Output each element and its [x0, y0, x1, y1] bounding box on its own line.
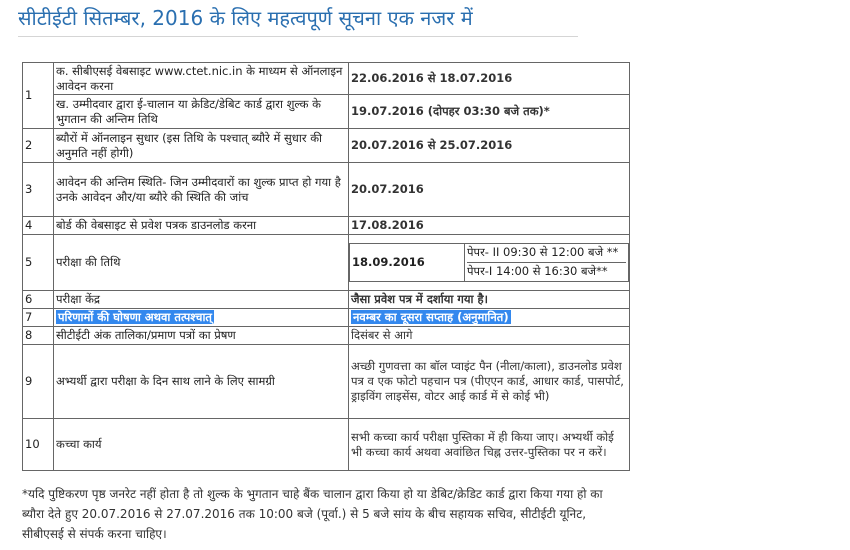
row-number: 9: [23, 345, 54, 419]
schedule-table: [22, 62, 630, 471]
table-row: [23, 129, 630, 163]
table-row: [23, 345, 630, 419]
selected-text: नवम्बर का दूसरा सप्ताह (अनुमानित): [353, 310, 509, 324]
row-number: 6: [23, 291, 54, 309]
row-value: 19.07.2016 (दोपहर 03:30 बजे तक)*: [349, 95, 630, 129]
row-number: 4: [23, 217, 54, 235]
row-number: 3: [23, 163, 54, 217]
row-number: 8: [23, 327, 54, 345]
table-row: [23, 63, 630, 95]
row-number: 2: [23, 129, 54, 163]
row-value: अच्छी गुणवत्ता का बॉल प्वाइंट पैन (नीला/काला), डाउनलोड प्रवेश पत्र व एक फोटो पहचान पत्र (पीएएन कार्ड, आधार कार्ड, पासपोर्ट, ड्राइविंग लाइसेंस, वोटर आई कार्ड में से कोई भी): [349, 345, 630, 419]
row-description: कच्चा कार्य: [54, 419, 349, 471]
row-description: परीक्षा केंद्र: [54, 291, 349, 309]
row-description: आवेदन की अन्तिम स्थिति- जिन उम्मीदवारों का शुल्क प्राप्त हो गया है उनके आवेदन और/या ब्यौरे की स्थिति की जांच: [54, 163, 349, 217]
footnote: *यदि पुष्टिकरण पृष्ठ जनरेट नहीं होता है तो शुल्क के भुगतान चाहे बैंक चालान द्वारा किया हो या डेबिट/क्रेडिट कार्ड द्वारा किया गया हो का ब्यौरा देते हुए 20.07.2016 से 27.07.2016 तक 10:00 बजे (पूर्वा.) से 5 बजे सांय के बीच सहायक सचिव, सीटीईटी यूनिट, सीबीएसई से संपर्क करना चाहिए।: [22, 487, 603, 541]
row-value: 20.07.2016 से 25.07.2016: [349, 129, 630, 163]
row-value: दिसंबर से आगे: [349, 327, 630, 345]
row-value: 20.07.2016: [349, 163, 630, 217]
row-description: अभ्यर्थी द्वारा परीक्षा के दिन साथ लाने के लिए सामग्री: [54, 345, 349, 419]
paper-2-timing: पेपर- II 09:30 से 12:00 बजे **: [467, 244, 626, 263]
row-number: 1: [23, 63, 54, 129]
row-value: सभी कच्चा कार्य परीक्षा पुस्तिका में ही किया जाए। अभ्यर्थी कोई भी कच्चा कार्य अथवा अवांछित चिह्न उत्तर-पुस्तिका पर न करें।: [349, 419, 630, 471]
row-description: [54, 309, 349, 327]
row-number: 7: [23, 309, 54, 327]
row-value: जैसा प्रवेश पत्र में दर्शाया गया है।: [349, 291, 630, 309]
row-description: ख. उम्मीदवार द्वारा ई-चालान या क्रेडिट/डेबिट कार्ड द्वारा शुल्क के भुगतान की अन्तिम तिथि: [54, 95, 349, 129]
row-value: 17.08.2016: [349, 217, 630, 235]
title-divider: [18, 36, 578, 37]
row-description: ब्यौरों में ऑनलाइन सुधार (इस तिथि के पश्चात् ब्यौरे में सुधार की अनुमति नहीं होगी): [54, 129, 349, 163]
paper-1-timing: पेपर-I 14:00 से 16:30 बजे**: [467, 264, 608, 278]
row-description: परीक्षा की तिथि: [54, 235, 349, 291]
row-description: सीटीईटी अंक तालिका/प्रमाण पत्रों का प्रेषण: [54, 327, 349, 345]
exam-date-value: 18.09.2016: [350, 244, 465, 282]
selected-text: परिणामों की घोषणा अथवा तत्पश्चात्: [58, 310, 212, 324]
row-value: [349, 309, 630, 327]
table-row: [23, 217, 630, 235]
row-number: 5: [23, 235, 54, 291]
page-title: सीटीईटी सितम्बर, 2016 के लिए महत्वपूर्ण सूचना एक नजर में: [18, 6, 473, 30]
table-row: [23, 95, 630, 129]
exam-timings: [465, 244, 629, 282]
exam-date-cell: [349, 235, 630, 291]
row-number: 10: [23, 419, 54, 471]
row-description: क. सीबीएसई वेबसाइट www.ctet.nic.in के माध्यम से ऑनलाइन आवेदन करना: [54, 63, 349, 95]
table-row: [23, 309, 630, 327]
table-row: [23, 327, 630, 345]
row-value: 22.06.2016 से 18.07.2016: [349, 63, 630, 95]
table-row: [23, 235, 630, 291]
exam-date-subtable: [349, 243, 629, 282]
table-row: [23, 419, 630, 471]
table-row: [23, 291, 630, 309]
table-row: [23, 163, 630, 217]
row-description: बोर्ड की वेबसाइट से प्रवेश पत्रक डाउनलोड करना: [54, 217, 349, 235]
